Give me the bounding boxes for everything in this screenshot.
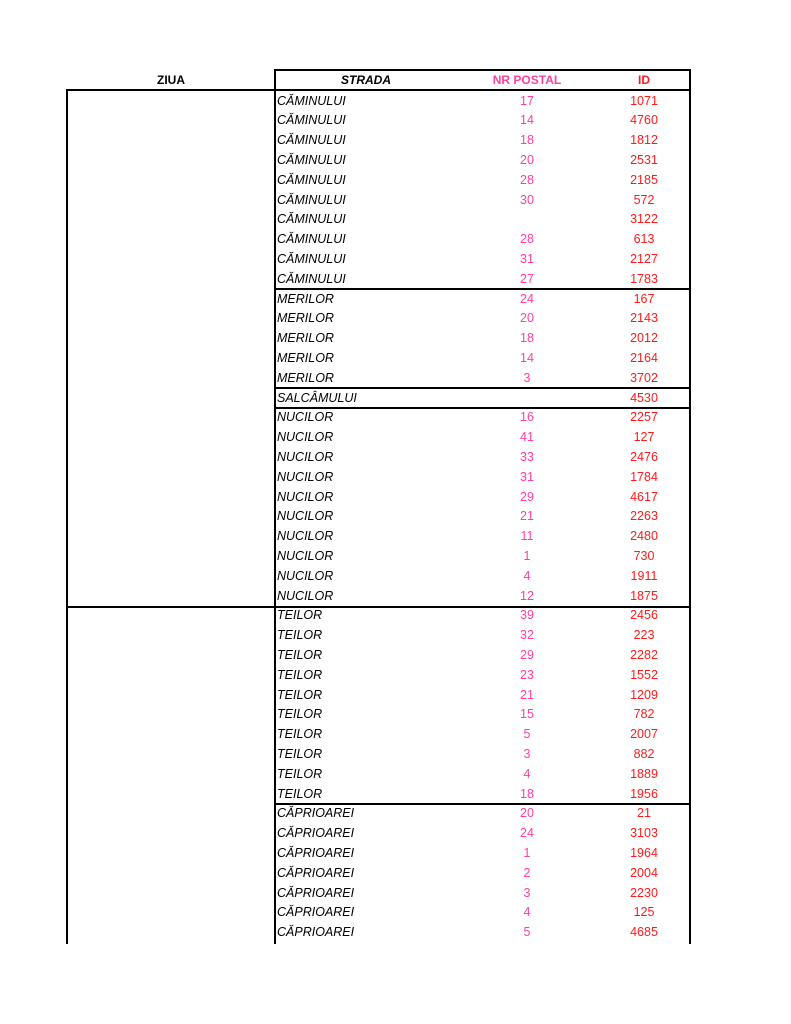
table-row	[276, 606, 689, 626]
street-cell: CĂPRIOAREI	[277, 885, 355, 900]
id-cell: 1209	[630, 687, 658, 702]
nr-postal-cell: 4	[523, 568, 531, 583]
table-row	[276, 408, 689, 428]
nr-postal-cell: 20	[520, 806, 534, 821]
nr-postal-cell: 20	[520, 152, 534, 167]
id-cell: 613	[633, 232, 655, 247]
street-cell: CĂMINULUI	[277, 152, 346, 167]
street-cell: CĂMINULUI	[277, 133, 346, 148]
nr-postal-cell: 31	[520, 469, 534, 484]
nr-postal-cell: 27	[520, 271, 534, 286]
id-cell: 3103	[630, 826, 658, 841]
id-cell: 2012	[630, 331, 658, 346]
street-cell: NUCILOR	[277, 568, 334, 583]
street-cell: TEILOR	[277, 628, 323, 643]
nr-postal-cell: 4	[523, 905, 531, 920]
id-cell: 2230	[630, 885, 658, 900]
street-cell: CĂMINULUI	[277, 271, 346, 286]
header-id: ID	[638, 73, 650, 87]
table-row	[276, 131, 689, 151]
nr-postal-cell: 18	[520, 133, 534, 148]
street-cell: NUCILOR	[277, 469, 334, 484]
street-cell: CĂPRIOAREI	[277, 905, 355, 920]
id-cell: 2456	[630, 608, 658, 623]
street-cell: CĂPRIOAREI	[277, 806, 355, 821]
street-cell: TEILOR	[277, 746, 323, 761]
nr-postal-cell: 24	[520, 291, 534, 306]
nr-postal-cell: 21	[520, 687, 534, 702]
nr-postal-cell: 20	[520, 311, 534, 326]
table-row	[276, 230, 689, 250]
street-cell: CĂMINULUI	[277, 232, 346, 247]
table-row	[276, 349, 689, 369]
table-row	[276, 547, 689, 567]
id-cell: 1784	[630, 469, 658, 484]
nr-postal-cell: 31	[520, 251, 534, 266]
id-cell: 125	[633, 905, 655, 920]
street-cell: MERILOR	[277, 350, 334, 365]
street-cell: NUCILOR	[277, 588, 334, 603]
table-row	[276, 250, 689, 270]
street-cell: MERILOR	[277, 370, 334, 385]
nr-postal-cell: 29	[520, 489, 534, 504]
id-cell: 572	[633, 192, 655, 207]
table-row	[276, 884, 689, 904]
header-nr-postal: NR POSTAL	[492, 73, 562, 87]
street-cell: TEILOR	[277, 608, 323, 623]
nr-postal-cell: 21	[520, 509, 534, 524]
street-cell: CĂPRIOAREI	[277, 865, 355, 880]
street-cell: TEILOR	[277, 647, 323, 662]
id-cell: 3702	[630, 370, 658, 385]
id-cell: 2263	[630, 509, 658, 524]
nr-postal-cell: 41	[520, 430, 534, 445]
nr-postal-cell: 2	[523, 865, 531, 880]
street-cell: NUCILOR	[277, 548, 334, 563]
nr-postal-cell: 28	[520, 172, 534, 187]
table-row	[276, 290, 689, 310]
id-cell: 3122	[630, 212, 658, 227]
header-strada: STRADA	[341, 73, 391, 87]
table-row	[276, 626, 689, 646]
table-row	[276, 171, 689, 191]
nr-postal-cell: 39	[520, 608, 534, 623]
street-cell: MERILOR	[277, 311, 334, 326]
table-row	[276, 745, 689, 765]
street-cell: TEILOR	[277, 786, 323, 801]
table-row	[276, 804, 689, 824]
table-row	[276, 92, 689, 112]
street-cell: MERILOR	[277, 291, 334, 306]
table-row	[276, 111, 689, 131]
nr-postal-cell: 23	[520, 667, 534, 682]
street-cell: CĂMINULUI	[277, 212, 346, 227]
nr-postal-cell: 29	[520, 647, 534, 662]
id-cell: 4530	[630, 390, 658, 405]
table-row	[276, 705, 689, 725]
street-group-separator	[276, 288, 689, 290]
street-cell: CĂMINULUI	[277, 192, 346, 207]
id-cell: 167	[633, 291, 655, 306]
id-cell: 1552	[630, 667, 658, 682]
table-row	[276, 191, 689, 211]
nr-postal-cell: 14	[520, 350, 534, 365]
street-group-separator	[276, 803, 689, 805]
id-cell: 2282	[630, 647, 658, 662]
table-row	[276, 309, 689, 329]
id-cell: 2476	[630, 449, 658, 464]
table-row	[276, 785, 689, 805]
table-row	[276, 923, 689, 943]
nr-postal-cell: 3	[523, 370, 531, 385]
id-cell: 2531	[630, 152, 658, 167]
table-row	[276, 765, 689, 785]
table-row	[276, 270, 689, 290]
nr-postal-cell: 5	[523, 727, 531, 742]
header-ziua: ZIUA	[157, 73, 185, 87]
table-row	[276, 824, 689, 844]
street-cell: CĂMINULUI	[277, 172, 346, 187]
nr-postal-cell: 15	[520, 707, 534, 722]
street-group-separator	[276, 387, 689, 389]
id-cell: 2185	[630, 172, 658, 187]
id-cell: 1956	[630, 786, 658, 801]
table-row	[276, 329, 689, 349]
street-cell: TEILOR	[277, 707, 323, 722]
id-cell: 2004	[630, 865, 658, 880]
street-cell: CĂMINULUI	[277, 113, 346, 128]
table-row	[276, 686, 689, 706]
table-row	[276, 864, 689, 884]
id-cell: 1071	[630, 93, 658, 108]
table-row	[276, 507, 689, 527]
table-row	[276, 151, 689, 171]
table-row	[276, 389, 689, 409]
nr-postal-cell: 18	[520, 331, 534, 346]
id-cell: 2143	[630, 311, 658, 326]
table-row	[276, 488, 689, 508]
street-cell: NUCILOR	[277, 410, 334, 425]
table-row	[276, 646, 689, 666]
id-cell: 882	[633, 746, 655, 761]
id-cell: 127	[633, 430, 655, 445]
table-row	[276, 666, 689, 686]
nr-postal-cell: 33	[520, 449, 534, 464]
nr-postal-cell: 11	[520, 529, 534, 544]
street-cell: NUCILOR	[277, 509, 334, 524]
id-cell: 21	[637, 806, 651, 821]
nr-postal-cell: 17	[520, 93, 534, 108]
street-group-separator	[276, 407, 689, 409]
street-cell: TEILOR	[277, 667, 323, 682]
street-cell: NUCILOR	[277, 489, 334, 504]
id-cell: 2007	[630, 727, 658, 742]
nr-postal-cell: 1	[523, 845, 531, 860]
street-cell: CĂMINULUI	[277, 93, 346, 108]
street-cell: TEILOR	[277, 687, 323, 702]
nr-postal-cell: 18	[520, 786, 534, 801]
street-cell: NUCILOR	[277, 449, 334, 464]
street-cell: TEILOR	[277, 766, 323, 781]
table-row	[276, 527, 689, 547]
nr-postal-cell: 24	[520, 826, 534, 841]
nr-postal-cell: 16	[520, 410, 534, 425]
id-cell: 2480	[630, 529, 658, 544]
header-top-border	[274, 69, 691, 71]
id-cell: 2257	[630, 410, 658, 425]
table-row	[276, 369, 689, 389]
nr-postal-cell: 1	[523, 548, 531, 563]
nr-postal-cell: 12	[520, 588, 534, 603]
street-cell: SALCÂMULUI	[277, 390, 357, 405]
nr-postal-cell: 4	[523, 766, 531, 781]
nr-postal-cell: 28	[520, 232, 534, 247]
id-cell: 1964	[630, 845, 658, 860]
street-cell: CĂPRIOAREI	[277, 826, 355, 841]
id-cell: 1783	[630, 271, 658, 286]
table-row	[276, 725, 689, 745]
street-cell: CĂPRIOAREI	[277, 925, 355, 940]
street-cell: TEILOR	[277, 727, 323, 742]
id-cell: 2164	[630, 350, 658, 365]
table-row	[276, 844, 689, 864]
id-cell: 1875	[630, 588, 658, 603]
nr-postal-cell: 14	[520, 113, 534, 128]
table-row	[276, 428, 689, 448]
ziua-left-border	[66, 89, 68, 944]
id-cell: 1889	[630, 766, 658, 781]
id-cell: 4617	[630, 489, 658, 504]
street-cell: NUCILOR	[277, 529, 334, 544]
street-cell: CĂPRIOAREI	[277, 845, 355, 860]
table-row	[276, 587, 689, 607]
table-row	[276, 468, 689, 488]
nr-postal-cell: 3	[523, 746, 531, 761]
id-cell: 4685	[630, 925, 658, 940]
id-cell: 730	[633, 548, 655, 563]
street-cell: NUCILOR	[277, 430, 334, 445]
table-row	[276, 567, 689, 587]
nr-postal-cell: 30	[520, 192, 534, 207]
id-cell: 1812	[630, 133, 658, 148]
id-cell: 1911	[630, 568, 658, 583]
table-row	[276, 903, 689, 923]
street-cell: MERILOR	[277, 331, 334, 346]
nr-postal-cell: 3	[523, 885, 531, 900]
table-row	[276, 210, 689, 230]
nr-postal-cell: 32	[520, 628, 534, 643]
table-row	[276, 448, 689, 468]
nr-postal-cell: 5	[523, 925, 531, 940]
id-cell: 2127	[630, 251, 658, 266]
street-cell: CĂMINULUI	[277, 251, 346, 266]
id-cell: 4760	[630, 113, 658, 128]
id-cell: 782	[633, 707, 655, 722]
id-cell: 223	[633, 628, 655, 643]
